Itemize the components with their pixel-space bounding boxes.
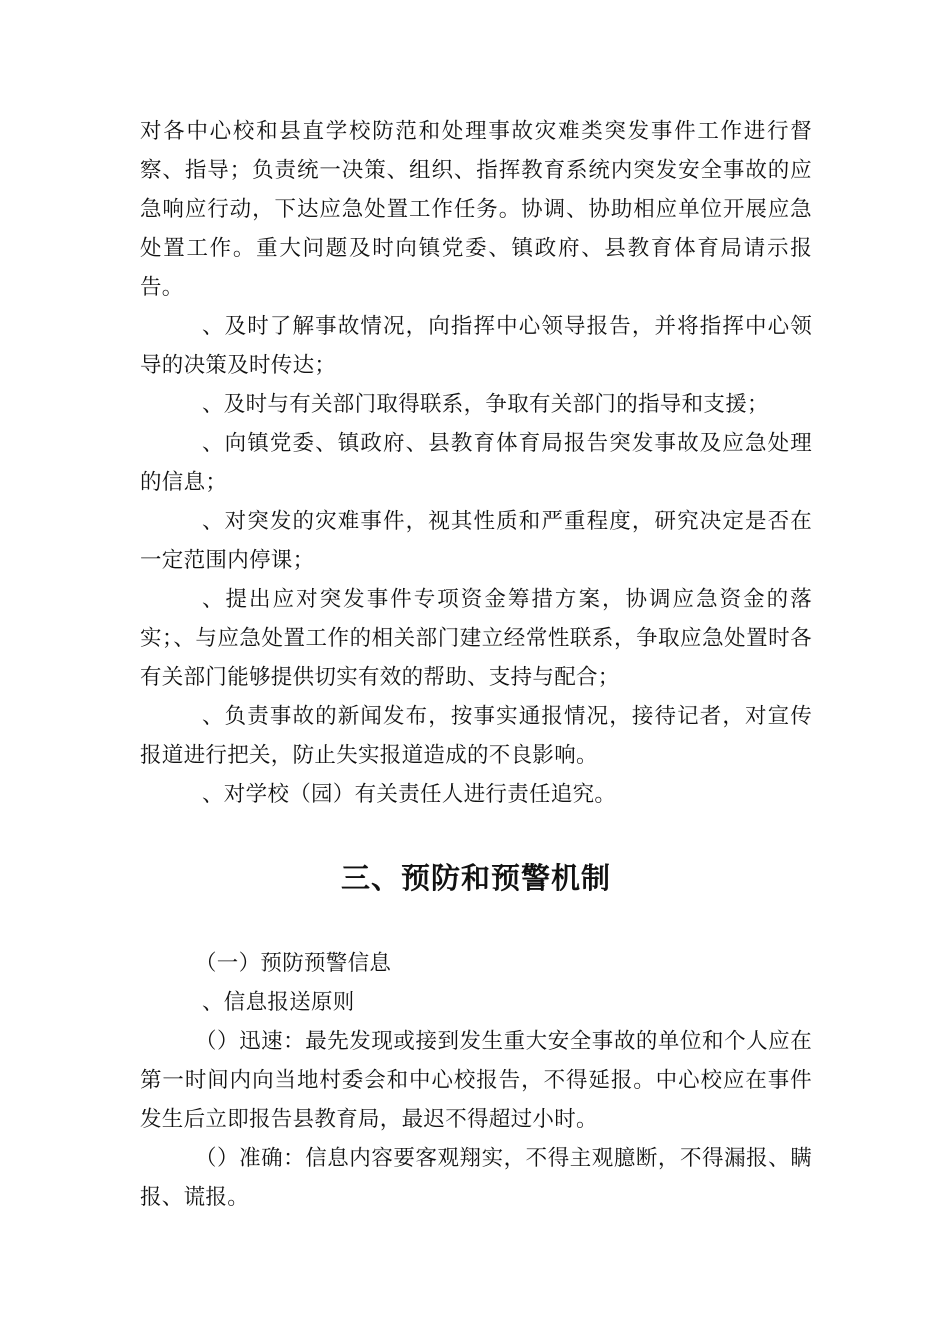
paragraph-item: 、及时与有关部门取得联系，争取有关部门的指导和支援； (202, 392, 769, 417)
document-page (140, 112, 812, 1217)
paragraph-item: 、负责事故的新闻发布，按事实通报情况，接待记者，对宣传报道进行把关，防止失实报道造成的不良影响。 (140, 704, 812, 768)
section-heading: 三、预防和预警机制 (340, 861, 611, 895)
paragraph-item: 、对学校（园）有关责任人进行责任追究。 (202, 782, 617, 807)
subsection-heading: （一）预防预警信息 (195, 951, 392, 976)
paragraph-item: 、向镇党委、镇政府、县教育体育局报告突发事故及应急处理的信息； (140, 431, 812, 495)
paragraph-item: 、及时了解事故情况，向指挥中心领导报告，并将指挥中心领导的决策及时传达； (140, 314, 812, 378)
paragraph-item: 、提出应对突发事件专项资金筹措方案，协调应急资金的落实；、与应急处置工作的相关部门建立经常性联系，争取应急处置时各有关部门能够提供切实有效的帮助、支持与配合； (140, 587, 812, 690)
paragraph-item: 、信息报送原则 (202, 990, 355, 1015)
paragraph-continuation: 对各中心校和县直学校防范和处理事故灾难类突发事件工作进行督察、指导；负责统一决策、组织、指挥教育系统内突发安全事故的应急响应行动，下达应急处置工作任务。协调、协助相应单位开展应急处置工作。重大问题及时向镇党委、镇政府、县教育体育局请示报告。 (140, 119, 812, 300)
paragraph-item: （）迅速：最先发现或接到发生重大安全事故的单位和个人应在第一时间内向当地村委会和中心校报告，不得延报。中心校应在事件发生后立即报告县教育局，最迟不得超过小时。 (140, 1029, 812, 1132)
paragraph-item: 、对突发的灾难事件，视其性质和严重程度，研究决定是否在一定范围内停课； (140, 509, 812, 573)
paragraph-item: （）准确：信息内容要客观翔实，不得主观臆断，不得漏报、瞒报、谎报。 (140, 1146, 812, 1210)
